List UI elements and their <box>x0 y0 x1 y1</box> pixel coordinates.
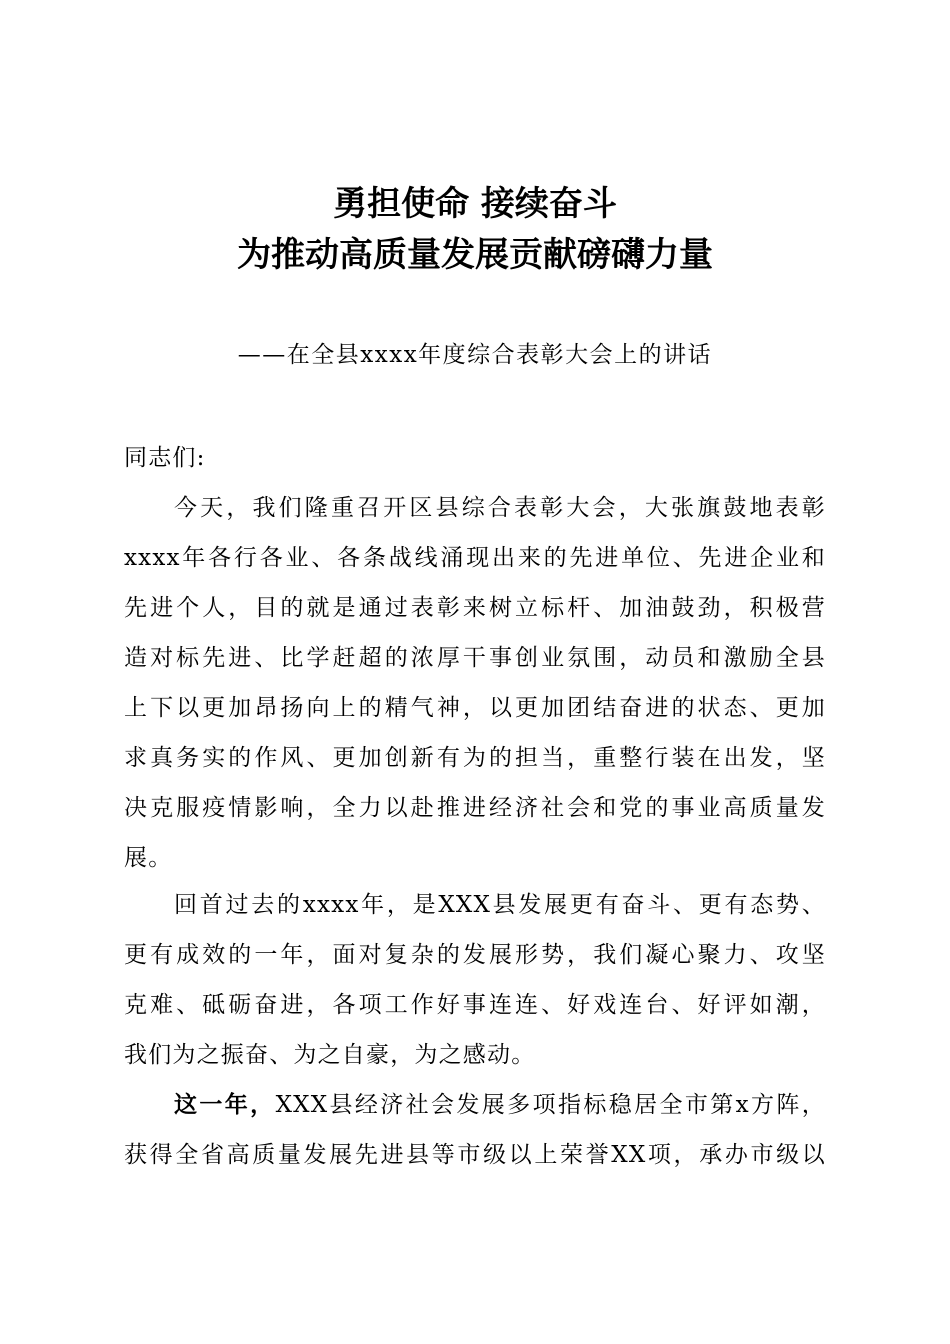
paragraph-line: 先进个人，目的就是通过表彰来树立标杆、加油鼓劲，积极营 <box>124 595 826 621</box>
paragraph-line <box>124 1080 826 1130</box>
paragraph-line: 回首过去的xxxx年，是XXX县发展更有奋斗、更有态势、 <box>174 892 826 918</box>
title-line-2: 为推动高质量发展贡献磅礴力量 <box>237 235 713 275</box>
paragraph-line: 我们为之振奋、为之自豪，为之感动。 <box>124 1042 536 1068</box>
bold-lead: 这一年， <box>174 1091 276 1118</box>
paragraph-line: 造对标先进、比学赶超的浓厚干事创业氛围，动员和激励全县 <box>124 645 826 671</box>
paragraph-line: 获得全省高质量发展先进县等市级以上荣誉XX项，承办市级以 <box>124 1142 826 1168</box>
paragraph-line: 决克服疫情影响，全力以赴推进经济社会和党的事业高质量发 <box>124 795 826 821</box>
paragraph-2 <box>124 880 826 1080</box>
paragraph-line: 今天，我们隆重召开区县综合表彰大会，大张旗鼓地表彰 <box>174 495 826 521</box>
paragraph-1 <box>124 483 826 883</box>
paragraph-line: 更有成效的一年，面对复杂的发展形势，我们凝心聚力、攻坚 <box>124 942 826 968</box>
paragraph-line: 克难、砥砺奋进，各项工作好事连连、好戏连台、好评如潮， <box>124 992 826 1018</box>
greeting: 同志们: <box>124 445 206 471</box>
paragraph-line: 求真务实的作风、更加创新有为的担当，重整行装在出发，坚 <box>124 745 826 771</box>
paragraph-line-rest: XXX县经济社会发展多项指标稳居全市第x方阵， <box>275 1092 826 1118</box>
title-line-1: 勇担使命 接续奋斗 <box>333 184 617 224</box>
paragraph-3 <box>124 1080 826 1180</box>
paragraph-line: 上下以更加昂扬向上的精气神，以更加团结奋进的状态、更加 <box>124 695 826 721</box>
paragraph-line: xxxx年各行各业、各条战线涌现出来的先进单位、先进企业和 <box>124 545 826 571</box>
paragraph-line: 展。 <box>124 845 173 871</box>
subtitle: ——在全县xxxx年度综合表彰大会上的讲话 <box>237 342 713 368</box>
